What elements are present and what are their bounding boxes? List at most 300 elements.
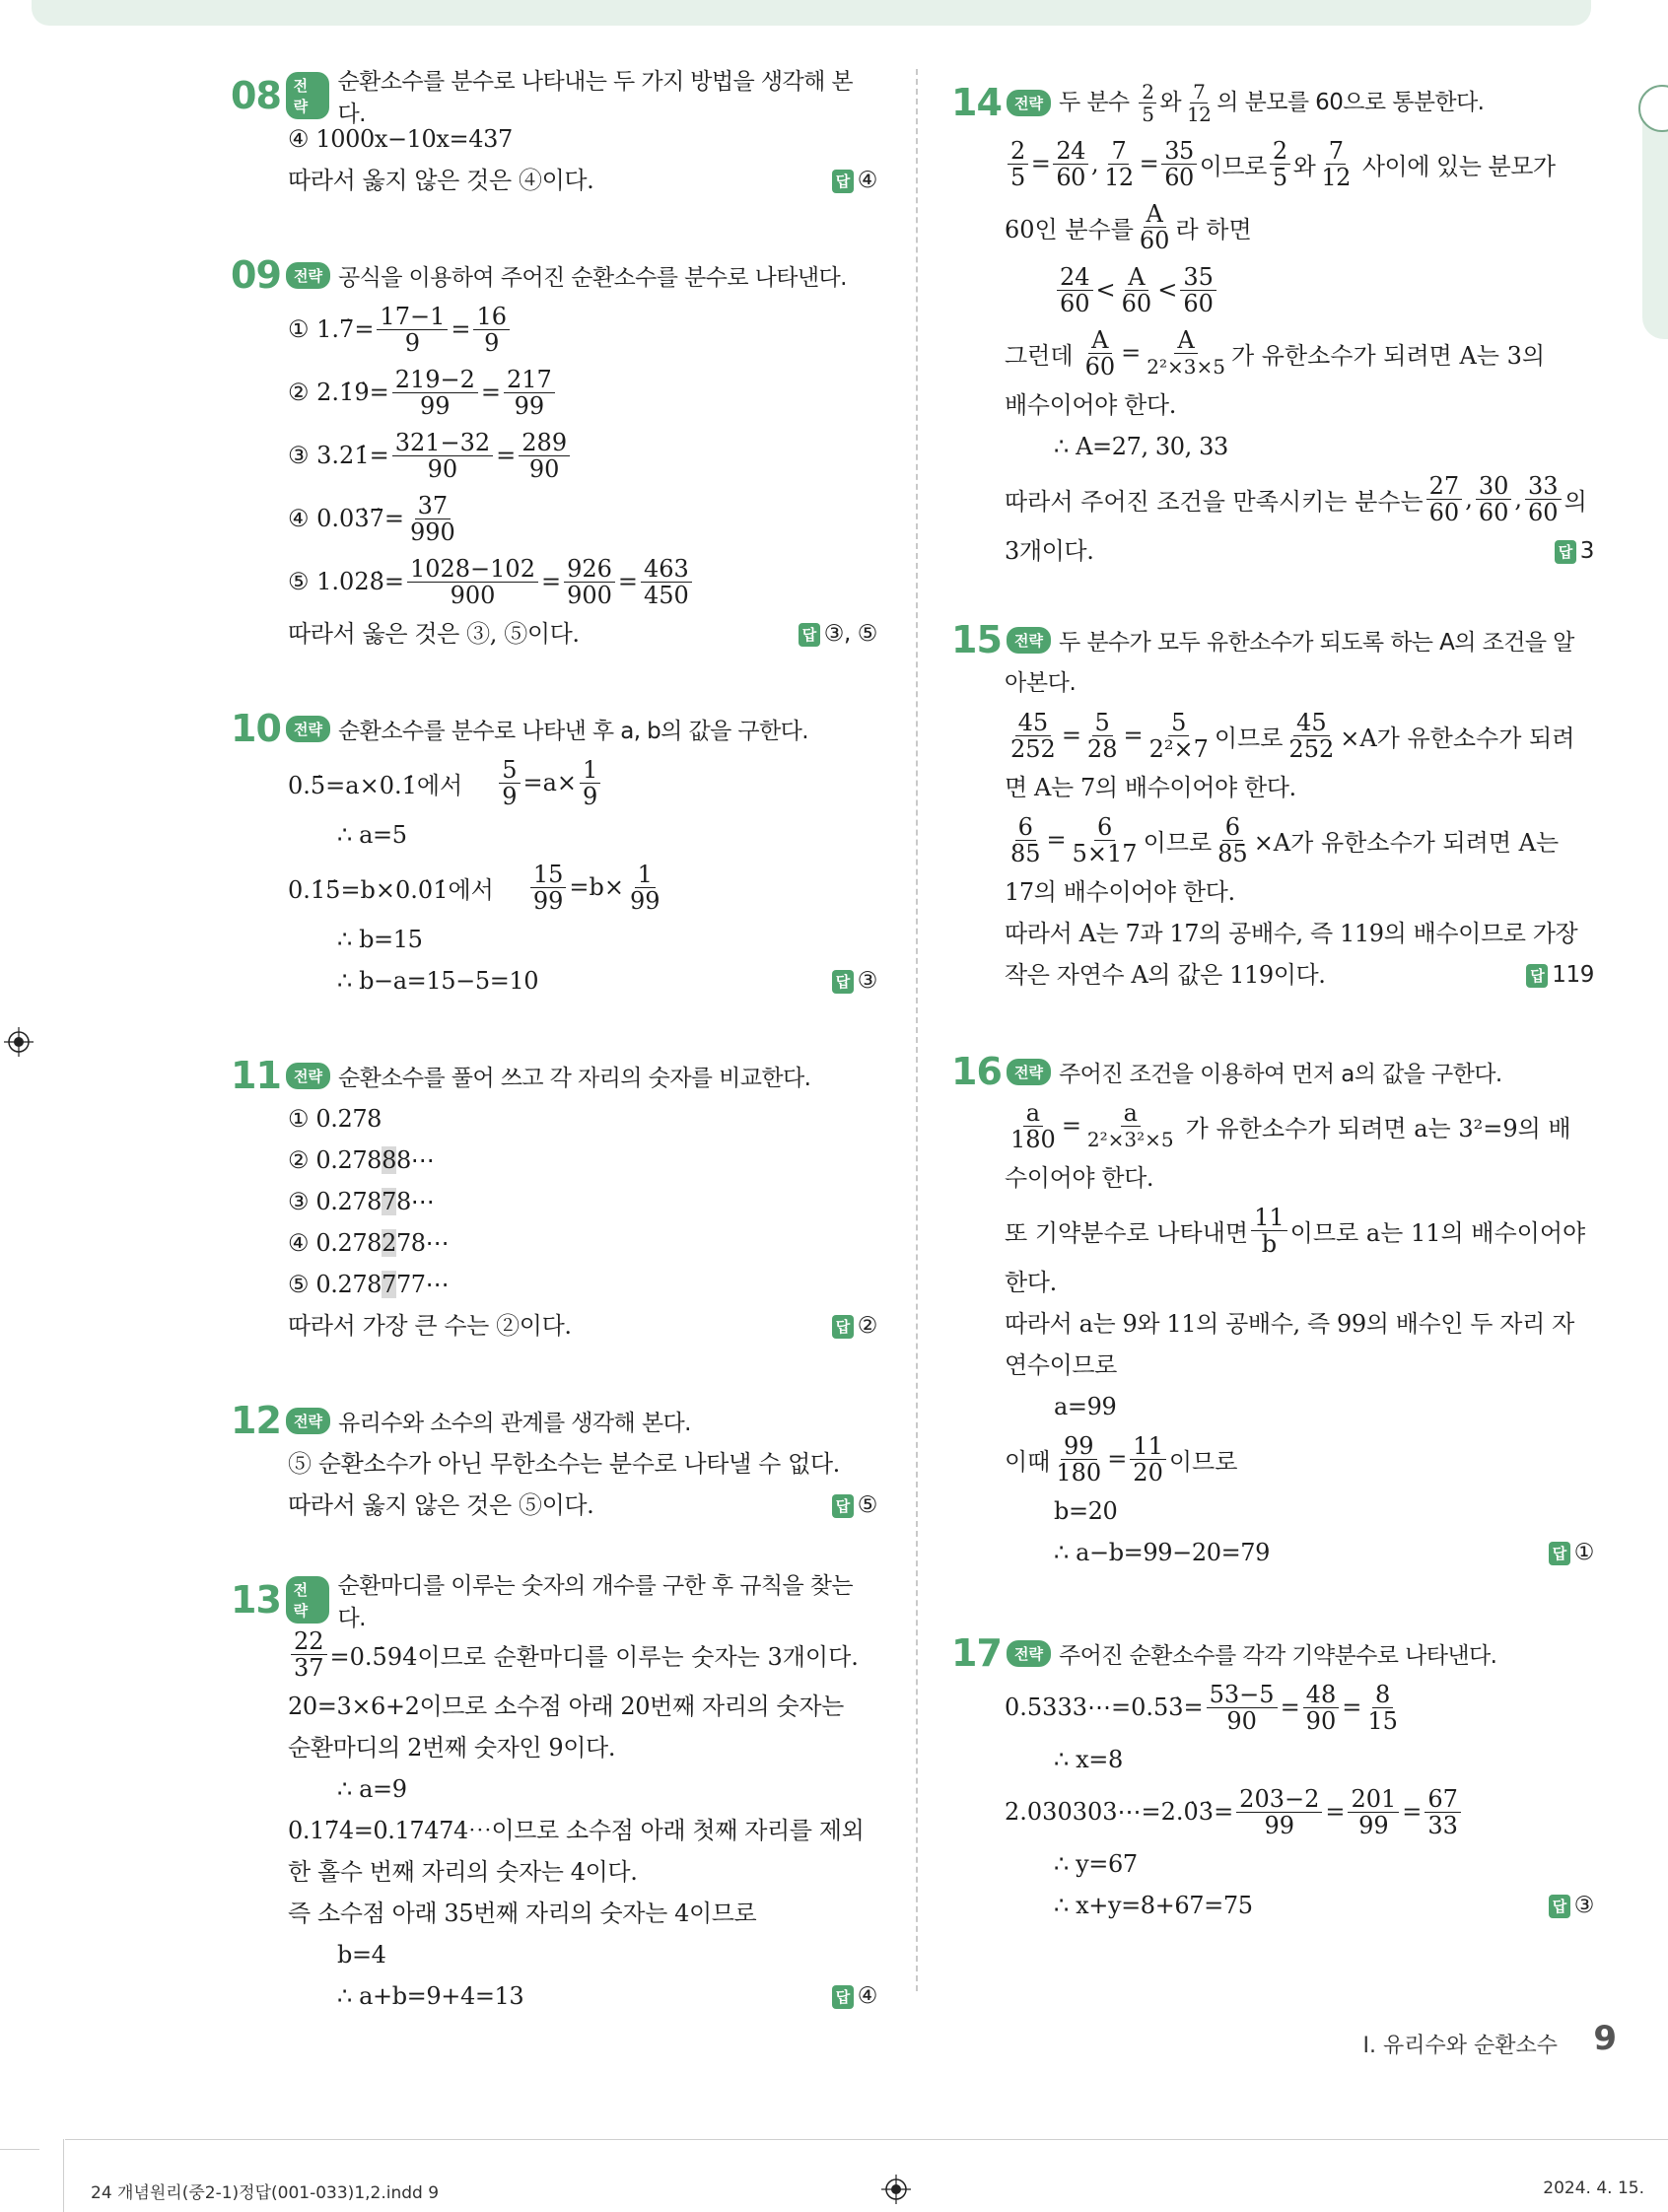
- problem-number: 09: [231, 253, 281, 297]
- fraction: [1008, 1100, 1059, 1152]
- solution-line: a=99: [1054, 1393, 1117, 1420]
- numerator: 17−1: [377, 304, 448, 330]
- solution-line: 연수이므로: [1005, 1351, 1117, 1379]
- denominator: 450: [644, 581, 689, 609]
- comma: ,: [1090, 150, 1099, 177]
- equals: =: [1280, 1694, 1300, 1721]
- equation-line: [1005, 321, 1594, 384]
- chapter-title: I. 유리수와 순환소수: [1362, 2034, 1558, 2058]
- solution-line: ∴ x+y=8+67=75: [1054, 1892, 1253, 1919]
- denominator: 252: [1288, 734, 1335, 763]
- equals: =: [451, 315, 471, 343]
- strategy-text: 주어진 조건을 이용하여 먼저 a의 값을 구한다.: [1058, 1061, 1502, 1087]
- denominator: 15: [1367, 1706, 1398, 1735]
- fraction: [1476, 473, 1512, 525]
- option-prefix: ② 0.278: [288, 1146, 382, 1174]
- numerator: A: [1144, 201, 1166, 228]
- denominator: 85: [1010, 839, 1041, 867]
- problem-number: 17: [951, 1631, 1002, 1675]
- equals: =: [1046, 826, 1067, 854]
- left-column: [231, 69, 877, 2068]
- fraction: [519, 430, 570, 482]
- solution-line: 따라서 가장 큰 수는 ②이다.: [288, 1312, 572, 1340]
- registration-mark-icon: [881, 2175, 911, 2204]
- strategy-badge: 전략: [286, 716, 330, 742]
- denominator: 5×17: [1072, 839, 1138, 867]
- numerator: 24: [1053, 138, 1088, 165]
- fraction: [1137, 201, 1173, 253]
- top-color-band: [32, 0, 1591, 26]
- strategy-pre: 두 분수: [1058, 89, 1130, 115]
- strategy-text: 순환마디를 이루는 숫자의 개수를 구한 후 규칙을 찾는다.: [337, 1573, 854, 1631]
- denominator: 60: [1428, 498, 1460, 526]
- denominator: 60: [1139, 226, 1170, 254]
- fraction: [1215, 814, 1251, 866]
- answer: [799, 613, 877, 655]
- equation-text: ×A가 유한소수가 되려면 A는: [1253, 828, 1560, 857]
- answer-value: ③: [1573, 1893, 1594, 1918]
- answer-badge: 답: [1555, 540, 1576, 564]
- numerator: 6: [1015, 814, 1036, 841]
- numerator: 926: [564, 556, 615, 583]
- numerator: 6: [1222, 814, 1243, 841]
- right-column: [953, 73, 1594, 1977]
- numerator: 5: [1168, 710, 1189, 736]
- answer: [1549, 1885, 1594, 1926]
- solution-line: 배수이어야 한다.: [1005, 391, 1176, 419]
- solution-line: 즉 소수점 아래 35번째 자리의 숫자는 4이므로: [288, 1900, 757, 1927]
- denominator: 12: [1321, 163, 1351, 191]
- equation-line: [1005, 1199, 1594, 1262]
- equation-line: [1005, 258, 1594, 321]
- denominator: 20: [1133, 1458, 1163, 1486]
- numerator: 5: [1092, 710, 1113, 736]
- equation-text: 가 유한소수가 되려면 a는 3²=9의 배: [1185, 1114, 1571, 1142]
- problem-header: [233, 1398, 877, 1443]
- numerator: A: [1174, 327, 1197, 354]
- strategy-badge: 전략: [1007, 90, 1051, 116]
- equation-text: 이므로: [1168, 1447, 1238, 1476]
- answer-badge: 답: [832, 1315, 854, 1339]
- solution-line: 17의 배수이어야 한다.: [1005, 878, 1235, 906]
- answer: [832, 1305, 877, 1347]
- denominator: 60: [1056, 163, 1085, 191]
- fraction: [1084, 1100, 1177, 1152]
- denominator: 60: [1528, 498, 1559, 526]
- fraction: [530, 862, 567, 914]
- fraction: [1053, 138, 1088, 190]
- strategy-badge: 전략: [286, 72, 330, 119]
- fraction: [1207, 1682, 1278, 1734]
- fraction: [1147, 710, 1212, 762]
- equation-mid: =a×: [522, 769, 578, 796]
- problem-number: 16: [951, 1050, 1002, 1093]
- fraction: [1057, 264, 1093, 316]
- denominator: 180: [1010, 1125, 1056, 1153]
- numerator: 33: [1525, 473, 1562, 500]
- problem-header: [233, 706, 877, 751]
- equals: =: [1121, 339, 1142, 367]
- equation-text: 이므로: [1199, 152, 1267, 180]
- solution-line: 순환마디의 2번째 숫자인 9이다.: [288, 1734, 616, 1762]
- strategy-badge: 전략: [1007, 1640, 1051, 1667]
- equation-line: [1005, 1676, 1594, 1739]
- numerator: 24: [1057, 264, 1093, 291]
- strategy-badge: 전략: [1007, 1059, 1051, 1085]
- solution-line: ④ 1000x−10x=437: [288, 125, 513, 153]
- problem-number: 14: [951, 81, 1002, 124]
- numerator: 15: [530, 862, 567, 888]
- crop-mark: [63, 2139, 64, 2212]
- equation-line: [1005, 132, 1594, 195]
- equation-text: 그런데: [1005, 341, 1074, 370]
- equation-line: [1005, 704, 1594, 767]
- fraction: [473, 304, 510, 356]
- strategy-text: 주어진 순환소수를 각각 기약분수로 나타낸다.: [1058, 1642, 1497, 1669]
- solution-line: ∴ a=9: [337, 1775, 407, 1803]
- solution-line: 면 A는 7의 배수이어야 한다.: [1005, 774, 1296, 801]
- fraction: [1251, 1205, 1287, 1257]
- problem-11: [233, 1053, 877, 1347]
- problem-header: [953, 73, 1594, 132]
- numerator: 5: [499, 757, 520, 784]
- equation-text: 이때: [1005, 1447, 1051, 1476]
- answer-value: ④: [857, 168, 877, 193]
- denominator: 252: [1010, 734, 1056, 763]
- denominator: 90: [427, 454, 458, 483]
- fraction: [1008, 814, 1044, 866]
- numerator: 45: [1015, 710, 1052, 736]
- denominator: 9: [484, 328, 500, 357]
- answer: [1555, 530, 1594, 572]
- answer-badge: 답: [832, 1985, 854, 2009]
- fraction: [1303, 1682, 1340, 1734]
- denominator: 2²×7: [1148, 734, 1209, 763]
- answer-badge: 답: [832, 970, 854, 994]
- denominator: 90: [528, 454, 560, 483]
- numerator: 35: [1161, 138, 1197, 165]
- fraction: [564, 556, 615, 608]
- denominator: 9: [404, 328, 421, 357]
- fraction: [1184, 81, 1214, 125]
- denominator: 99: [514, 391, 545, 420]
- numerator: 37: [415, 493, 452, 519]
- denominator: 99: [420, 391, 451, 420]
- less-than: <: [1157, 276, 1178, 304]
- denominator: 900: [567, 581, 612, 609]
- answer-badge: 답: [1549, 1542, 1570, 1565]
- fraction: [407, 493, 458, 545]
- equation-text: 이므로: [1214, 724, 1284, 752]
- answer-value: ①: [1573, 1540, 1594, 1565]
- option-suffix: 77⋯: [395, 1271, 450, 1298]
- problem-14: [953, 73, 1594, 572]
- answer-badge: 답: [799, 623, 820, 647]
- fraction: [1161, 138, 1197, 190]
- equation-line: [1005, 1427, 1594, 1490]
- denominator: 60: [1164, 163, 1194, 191]
- solution-line: ∴ y=67: [1054, 1850, 1138, 1878]
- answer-value: 119: [1552, 962, 1594, 988]
- strategy-badge: 전략: [1007, 627, 1051, 654]
- equals: =: [480, 379, 501, 406]
- strategy-text: 순환소수를 분수로 나타낸 후 a, b의 값을 구한다.: [337, 718, 809, 744]
- numerator: 35: [1180, 264, 1216, 291]
- equation-mid: =b×: [569, 873, 624, 901]
- denominator: 2²×3²×5: [1086, 1127, 1174, 1151]
- comma: ,: [1514, 485, 1523, 513]
- answer-badge: 답: [832, 170, 854, 193]
- numerator: a: [1121, 1100, 1141, 1127]
- option-suffix: 78⋯: [395, 1229, 450, 1257]
- answer-badge: 답: [1526, 964, 1548, 988]
- fraction: [1270, 138, 1290, 190]
- fraction: [1053, 1433, 1104, 1486]
- equation-lead: ② 2.1̇9̇=: [288, 379, 389, 406]
- denominator: 90: [1226, 1706, 1257, 1735]
- highlighted-digit: 7: [382, 1188, 396, 1215]
- numerator: 321−32: [392, 430, 493, 456]
- option-prefix: ④ 0.278: [288, 1229, 382, 1257]
- fraction: [1318, 138, 1354, 190]
- answer: [1526, 954, 1594, 996]
- denominator: 12: [1187, 102, 1212, 126]
- problem-header: [231, 69, 877, 127]
- answer-badge: 답: [832, 1494, 854, 1518]
- denominator: 90: [1305, 1706, 1337, 1735]
- numerator: 22: [291, 1628, 327, 1655]
- denominator: 37: [294, 1653, 324, 1682]
- fraction: [1082, 327, 1119, 380]
- answer: [832, 1485, 877, 1526]
- registration-mark-icon: [4, 1027, 34, 1057]
- problem-16: [953, 1049, 1594, 1573]
- fraction: [1101, 138, 1137, 190]
- numerator: 289: [519, 430, 570, 456]
- equation-line: [288, 361, 877, 424]
- problem-09: [233, 252, 877, 655]
- equals: =: [1030, 150, 1051, 177]
- denominator: 99: [629, 886, 660, 915]
- numerator: 67: [1425, 1786, 1461, 1813]
- equals: =: [540, 568, 562, 595]
- problem-header: [953, 617, 1594, 662]
- problem-number: 12: [231, 1399, 281, 1442]
- answer: [832, 160, 877, 201]
- fraction: [627, 862, 663, 914]
- fraction: [1348, 1786, 1399, 1838]
- answer-value: ②: [857, 1313, 877, 1339]
- solution-line: 따라서 A는 7과 17의 공배수, 즉 119의 배수이므로 가장: [1005, 920, 1578, 947]
- highlighted-digit: 7: [382, 1271, 396, 1298]
- fraction: [377, 304, 448, 356]
- solution-line: ∴ A=27, 30, 33: [1054, 433, 1228, 460]
- equals: =: [1123, 722, 1144, 749]
- strategy-text: 유리수와 소수의 관계를 생각해 본다.: [337, 1410, 691, 1436]
- numerator: A: [1125, 264, 1147, 291]
- numerator: a: [1023, 1100, 1043, 1127]
- equals: =: [496, 442, 517, 469]
- problem-number: 13: [231, 1578, 281, 1622]
- numerator: 99: [1061, 1433, 1097, 1460]
- fraction: [1286, 710, 1337, 762]
- numerator: 219−2: [392, 367, 478, 393]
- problem-header: [233, 252, 877, 298]
- problem-10: [233, 706, 877, 1002]
- fraction: [1008, 710, 1059, 762]
- equation-text: 2.030303⋯=2.0̇3̇=: [1005, 1798, 1234, 1826]
- fraction: [1008, 138, 1028, 190]
- comma: ,: [1465, 485, 1473, 513]
- solution-line: ∴ b=15: [337, 926, 423, 953]
- fraction: [641, 556, 692, 608]
- solution-line: ∴ a−b=99−20=79: [1054, 1539, 1271, 1566]
- problem-15: [953, 617, 1594, 996]
- equation-tail: =0.5̇94̇이므로 순환마디를 이루는 숫자는 3개이다.: [329, 1642, 859, 1671]
- answer-value: 3: [1579, 538, 1594, 564]
- equation-line: [1005, 1094, 1594, 1157]
- strategy-text-continued: 아본다.: [1005, 670, 1077, 696]
- equation-text: 가 유한소수가 되려면 A는 3의: [1230, 341, 1546, 370]
- numerator: 217: [504, 367, 555, 393]
- denominator: 60: [1121, 289, 1152, 317]
- answer: [832, 1975, 877, 2017]
- equals: =: [1139, 150, 1159, 177]
- crop-mark: [0, 2149, 39, 2150]
- option-line: ① 0.278: [288, 1105, 382, 1133]
- equation-line: [288, 298, 877, 361]
- problem-number: 08: [231, 74, 281, 117]
- solution-line: 3개이다.: [1005, 537, 1094, 565]
- numerator: 201: [1348, 1786, 1399, 1813]
- solution-line: 따라서 옳지 않은 것은 ④이다.: [288, 167, 594, 194]
- fraction: [407, 556, 538, 608]
- print-date: 2024. 4. 15.: [1543, 2178, 1644, 2198]
- solution-line: 한 홀수 번째 자리의 숫자는 4이다.: [288, 1858, 638, 1886]
- fraction: [1426, 473, 1463, 525]
- numerator: 27: [1426, 473, 1463, 500]
- numerator: 45: [1293, 710, 1330, 736]
- less-than: <: [1095, 276, 1116, 304]
- numerator: A: [1088, 327, 1111, 354]
- solution-line: ∴ b−a=15−5=10: [337, 967, 539, 995]
- problem-header: [953, 1630, 1594, 1676]
- strategy-text: 두 분수가 모두 유한소수가 되도록 하는 A의 조건을 알: [1058, 629, 1574, 656]
- option-line: [288, 1181, 877, 1222]
- equals: =: [1325, 1798, 1346, 1826]
- page-number: 9: [1593, 2019, 1617, 2058]
- numerator: 16: [473, 304, 510, 330]
- fraction: [1364, 1682, 1401, 1734]
- equals: =: [1061, 1112, 1081, 1140]
- numerator: 30: [1476, 473, 1512, 500]
- equation-lead: ④ 0.03̇7̇=: [288, 505, 404, 532]
- equation-line: [288, 856, 877, 919]
- equation-text: 사이에 있는 분모가: [1361, 152, 1556, 180]
- numerator: 7: [1108, 138, 1129, 165]
- equation-text: 이므로 a는 11의 배수이어야: [1289, 1218, 1586, 1247]
- strategy-mid: 와: [1159, 89, 1182, 115]
- numerator: 11: [1251, 1205, 1287, 1231]
- equation-line: [288, 751, 877, 814]
- numerator: 6: [1094, 814, 1115, 841]
- denominator: 5: [1010, 163, 1025, 191]
- fraction: [504, 367, 555, 419]
- equals: =: [1061, 722, 1081, 749]
- denominator: 9: [502, 782, 518, 810]
- denominator: 60: [1478, 498, 1509, 526]
- numerator: 2: [1008, 138, 1028, 165]
- fraction: [291, 1628, 327, 1681]
- solution-line: 따라서 옳지 않은 것은 ⑤이다.: [288, 1491, 594, 1519]
- equation-line: [1005, 808, 1594, 871]
- numerator: 53−5: [1207, 1682, 1278, 1708]
- equation-line: [1005, 195, 1594, 258]
- equals: =: [1342, 1694, 1362, 1721]
- solution-line: ∴ a+b=9+4=13: [337, 1982, 524, 2010]
- denominator: 99: [1358, 1811, 1389, 1839]
- answer-badge: 답: [1549, 1895, 1570, 1918]
- problem-number: 15: [951, 618, 1002, 661]
- fraction: [392, 430, 493, 482]
- denominator: 2²×3×5: [1147, 354, 1225, 379]
- fraction: [1139, 81, 1156, 125]
- equals: =: [617, 568, 638, 595]
- solution-line: 따라서 옳은 것은 ③, ⑤이다.: [288, 620, 580, 648]
- answer-value: ④: [857, 1983, 877, 2009]
- numerator: 7: [1326, 138, 1347, 165]
- fraction: [1525, 473, 1562, 525]
- fraction: [1180, 264, 1216, 316]
- equation-lead: ③ 3.21̇=: [288, 442, 389, 469]
- numerator: 2: [1139, 81, 1156, 104]
- denominator: 9: [583, 782, 598, 810]
- denominator: 33: [1427, 1811, 1458, 1839]
- equation-lead: 0.1̇5̇=b×0.0̇1̇에서: [288, 875, 494, 904]
- fraction: [1084, 710, 1121, 762]
- numerator: 11: [1130, 1433, 1166, 1460]
- option-line: [288, 1140, 877, 1181]
- print-slug-rule: [65, 2139, 1668, 2140]
- option-suffix: 8⋯: [395, 1188, 435, 1215]
- equation-text: ×A가 유한소수가 되려: [1340, 724, 1575, 752]
- strategy-post: 의 분모를 60으로 통분한다.: [1216, 89, 1485, 115]
- problem-08: [231, 69, 877, 201]
- strategy-text: 공식을 이용하여 주어진 순환소수를 분수로 나타낸다.: [337, 264, 847, 291]
- denominator: 180: [1056, 1458, 1102, 1486]
- equation-text: 이므로: [1143, 828, 1213, 857]
- denominator: 900: [450, 581, 496, 609]
- numerator: 8: [1372, 1682, 1393, 1708]
- solution-line: 작은 자연수 A의 값은 119이다.: [1005, 961, 1326, 989]
- fraction: [1144, 327, 1228, 380]
- equation-line: [288, 487, 877, 550]
- numerator: 7: [1190, 81, 1208, 104]
- equation-text: 또 기약분수로 나타내면: [1005, 1218, 1249, 1247]
- highlighted-digit: 2: [382, 1229, 396, 1257]
- answer-value: ③, ⑤: [823, 621, 877, 647]
- strategy-badge: 전략: [286, 262, 330, 289]
- equation-text: 와: [1292, 152, 1316, 180]
- denominator: 990: [409, 518, 455, 546]
- fraction: [1119, 264, 1155, 316]
- equation-text: 의: [1564, 487, 1587, 516]
- denominator: 60: [1183, 289, 1214, 317]
- denominator: 99: [532, 886, 564, 915]
- equation-text: 0.5333⋯=0.53̇=: [1005, 1694, 1204, 1721]
- denominator: 28: [1086, 734, 1118, 763]
- fraction: [1425, 1786, 1461, 1838]
